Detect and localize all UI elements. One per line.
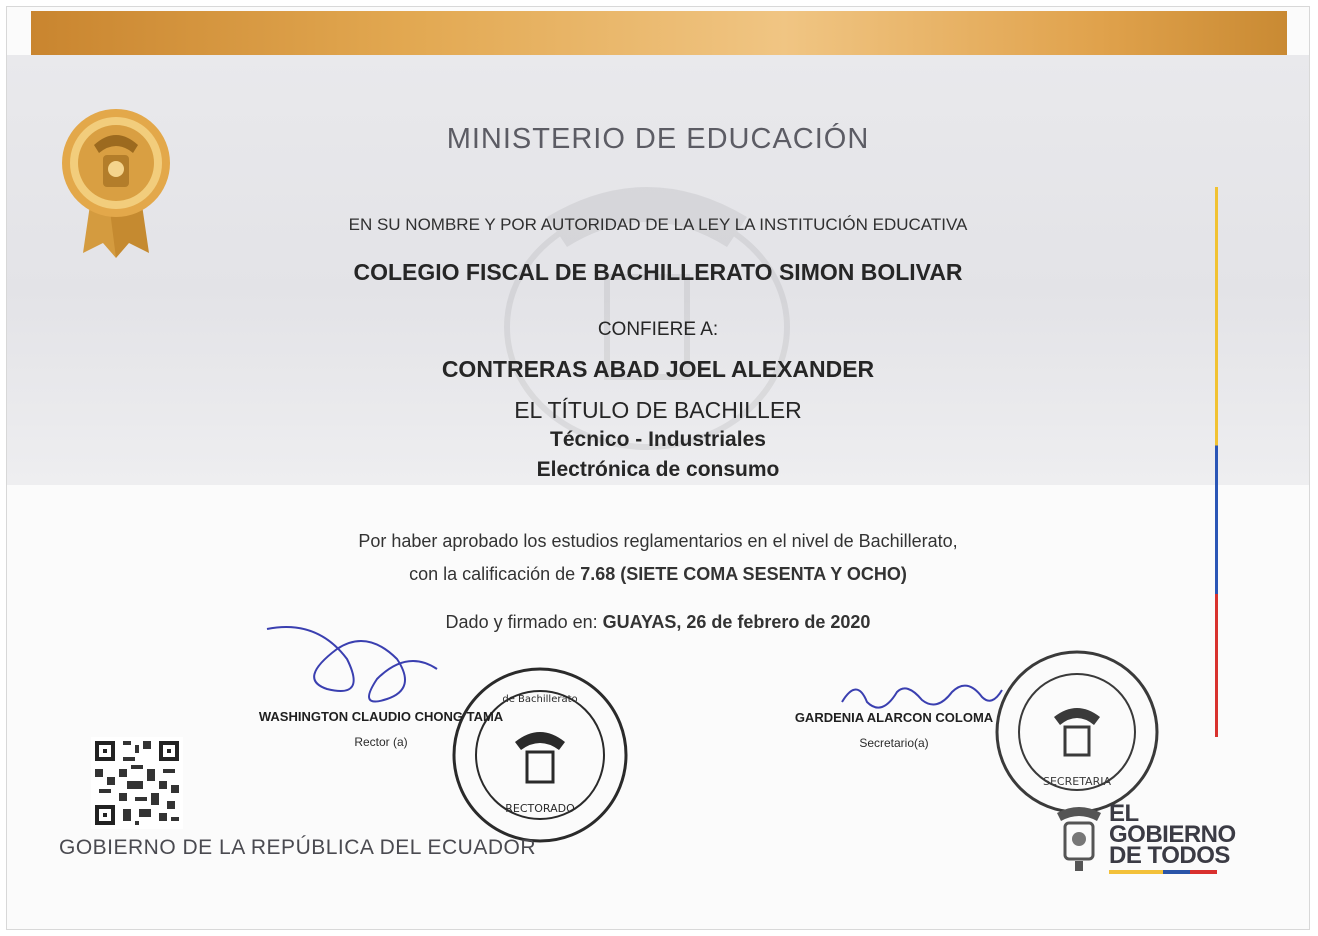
study-statement-line1: Por haber aprobado los estudios reglamentarios en el nivel de Bachillerato, xyxy=(358,531,958,551)
government-footer: GOBIERNO DE LA REPÚBLICA DEL ECUADOR xyxy=(59,836,537,859)
ministry-title: MINISTERIO DE EDUCACIÓN xyxy=(446,123,870,155)
grade-value: 7.68 (SIETE COMA SESENTA Y OCHO) xyxy=(580,564,907,584)
authority-statement: EN SU NOMBRE Y POR AUTORIDAD DE LA LEY LA INSTITUCIÓN EDUCATIVA xyxy=(348,215,968,234)
degree-title: EL TÍTULO DE BACHILLER xyxy=(514,397,802,423)
coat-of-arms-icon xyxy=(1051,803,1107,873)
rectorate-stamp xyxy=(447,662,633,848)
certificate-sheet xyxy=(6,6,1310,930)
school-name: COLEGIO FISCAL DE BACHILLERATO SIMON BOLIVAR xyxy=(353,259,963,285)
svg-text:de Bachillerato: de Bachillerato xyxy=(502,694,578,705)
specialty-area: Electrónica de consumo xyxy=(536,458,780,481)
specialty: Técnico - Industriales xyxy=(550,428,766,451)
rector-name: WASHINGTON CLAUDIO CHONG TAMA xyxy=(258,709,504,724)
brand-line-el: EL xyxy=(1109,800,1139,827)
student-name: CONTRERAS ABAD JOEL ALEXANDER xyxy=(441,356,875,382)
issue-line xyxy=(7,612,1309,633)
gold-header-band xyxy=(31,11,1287,55)
svg-text:RECTORADO: RECTORADO xyxy=(505,802,575,815)
grade-prefix: con la calificación de xyxy=(409,564,576,584)
qr-code-icon xyxy=(91,737,183,829)
issue-place-date: GUAYAS, 26 de febrero de 2020 xyxy=(602,612,871,632)
study-statement-line2 xyxy=(7,564,1309,585)
secretary-stamp xyxy=(992,647,1162,817)
confers-label: CONFIERE A: xyxy=(597,319,719,340)
issue-prefix: Dado y firmado en: xyxy=(445,612,598,632)
secretary-name: GARDENIA ALARCON COLOMA xyxy=(794,710,994,725)
flag-side-stripe xyxy=(1215,187,1218,737)
svg-text:SECRETARIA: SECRETARIA xyxy=(1042,775,1112,788)
brand-line-gobierno: GOBIERNO xyxy=(1109,821,1236,848)
gobierno-de-todos-logo xyxy=(1109,800,1249,874)
rector-role: Rector (a) xyxy=(354,735,408,749)
flag-color-bar xyxy=(1109,870,1217,874)
secretary-role: Secretario(a) xyxy=(859,736,929,750)
brand-line-de-todos: DE TODOS xyxy=(1109,842,1230,869)
